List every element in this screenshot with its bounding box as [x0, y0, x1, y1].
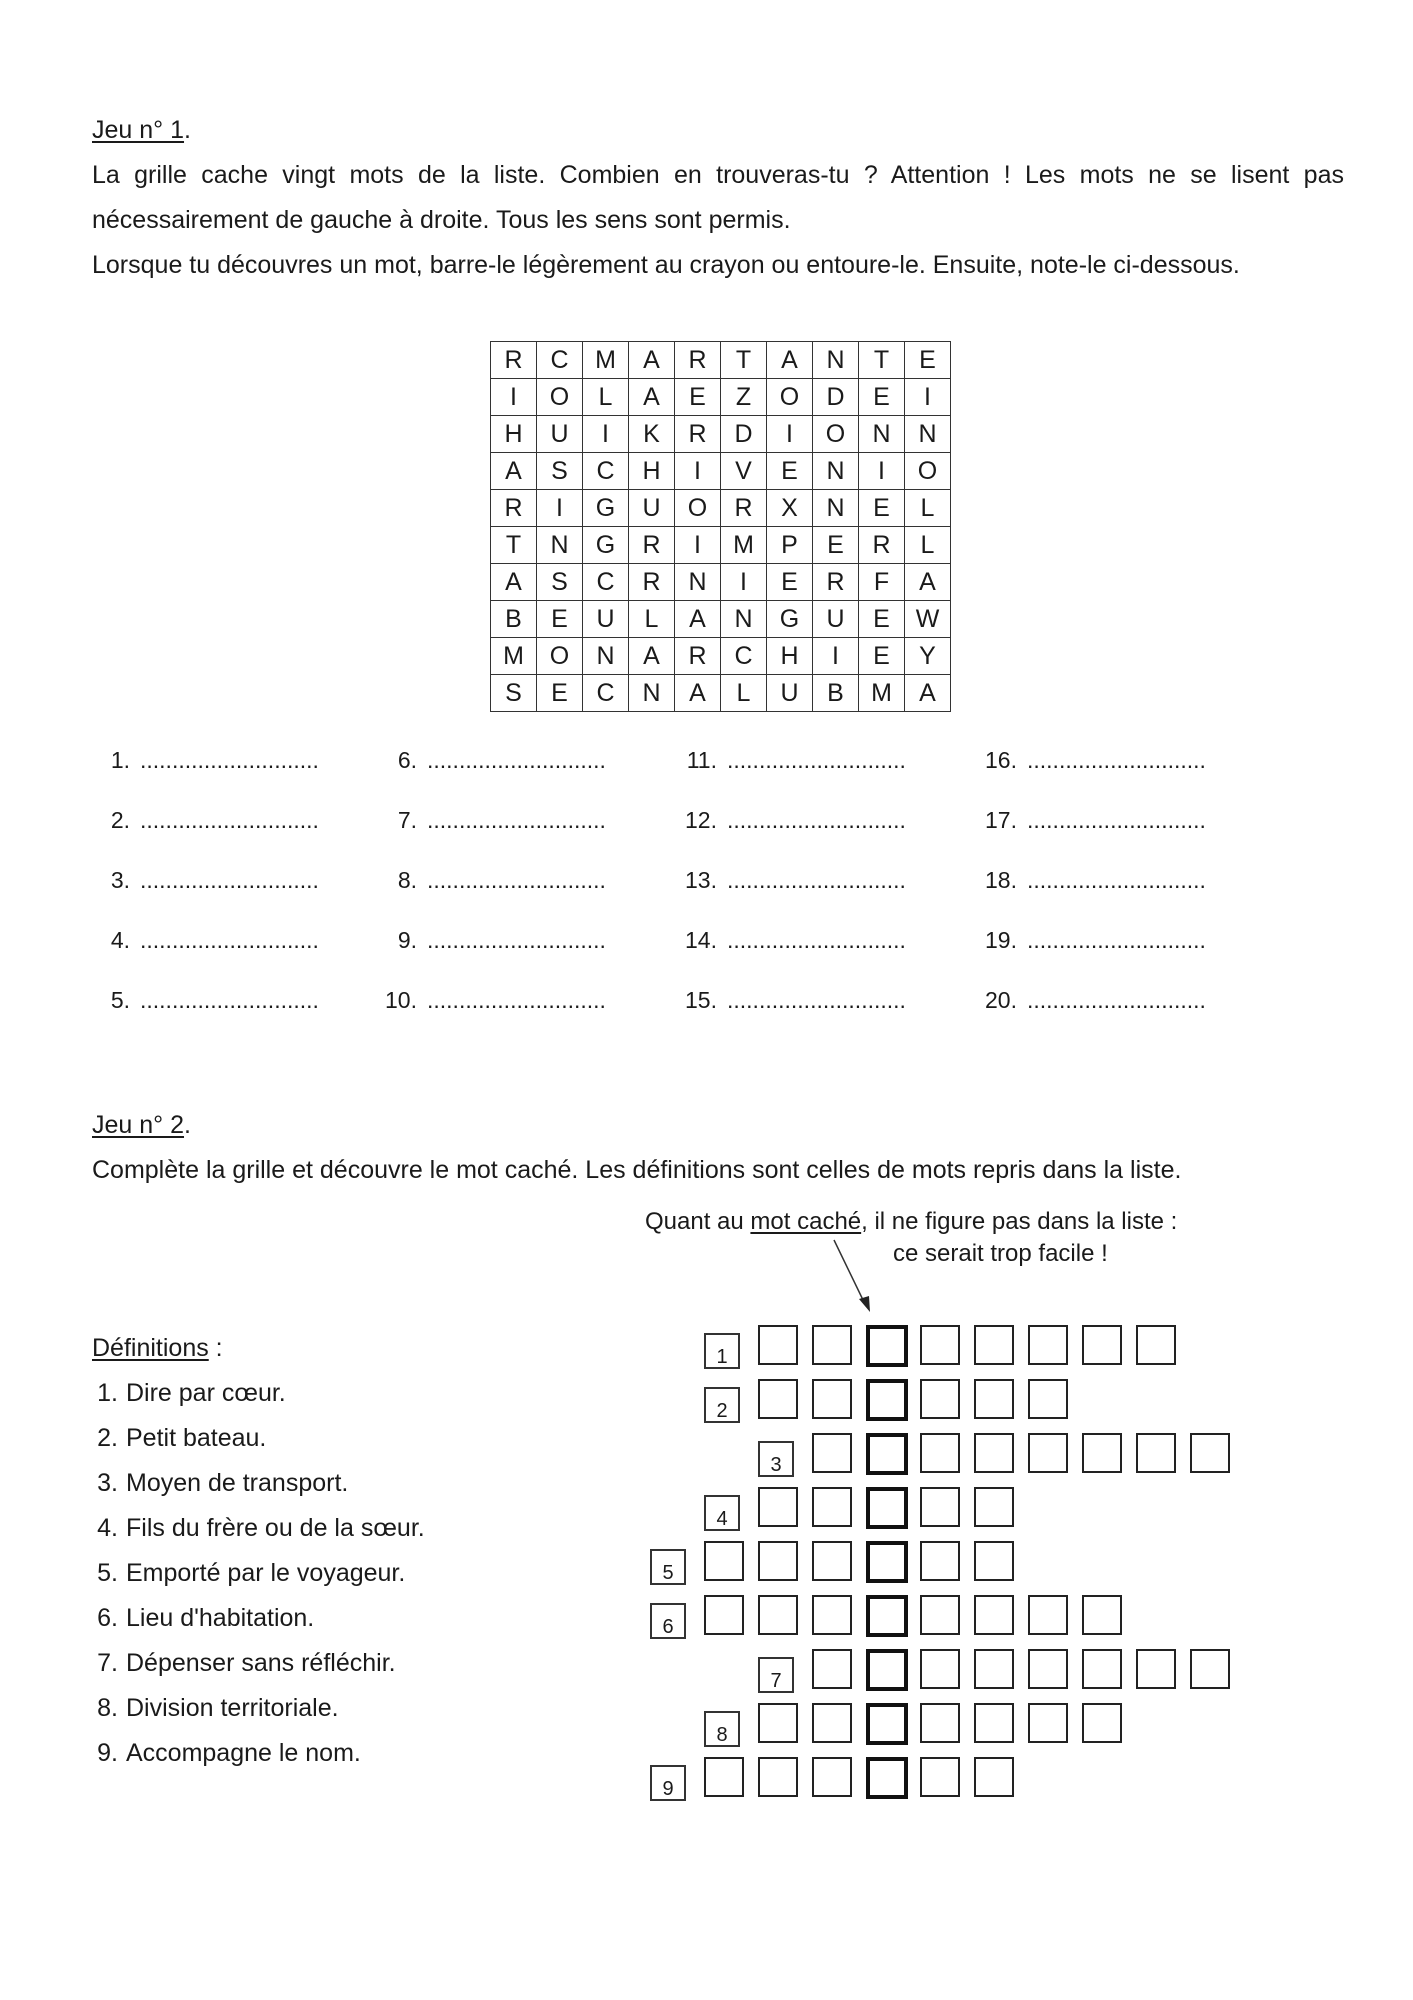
answer-blank[interactable]: ............................ [727, 927, 906, 953]
crossword-key-cell[interactable] [866, 1595, 908, 1637]
grid-cell[interactable]: V [721, 453, 767, 490]
definition-item [88, 1596, 314, 1641]
answer-blank[interactable]: ............................ [727, 867, 906, 893]
grid-cell[interactable]: R [675, 638, 721, 675]
grid-cell[interactable]: I [859, 453, 905, 490]
answer-number: 11. [686, 747, 717, 773]
grid-cell[interactable]: I [675, 453, 721, 490]
grid-row [491, 453, 951, 490]
definitions-title [92, 1326, 223, 1371]
crossword-row-label: 3 [758, 1441, 794, 1477]
grid-cell[interactable]: A [905, 564, 951, 601]
answer-number: 18. [985, 867, 1017, 893]
definition-number: 5. [97, 1559, 118, 1587]
answer-number: 15. [685, 987, 717, 1013]
answer-slot[interactable] [70, 745, 319, 775]
answer-number: 14. [685, 927, 717, 953]
grid-cell[interactable]: P [767, 527, 813, 564]
grid-cell[interactable]: G [767, 601, 813, 638]
grid-cell[interactable]: A [491, 564, 537, 601]
answer-number: 17. [985, 807, 1017, 833]
answer-number: 5. [110, 987, 130, 1013]
answer-slot[interactable] [70, 805, 319, 835]
grid-row [491, 416, 951, 453]
answer-blank[interactable]: ............................ [1027, 807, 1206, 833]
grid-cell[interactable]: G [583, 490, 629, 527]
grid-cell[interactable]: R [813, 564, 859, 601]
grid-row [491, 342, 951, 379]
answer-number: 13. [685, 867, 717, 893]
answer-number: 8. [397, 867, 417, 893]
game1-title-text: Jeu n° 1 [92, 116, 185, 144]
grid-cell[interactable]: E [813, 527, 859, 564]
grid-cell[interactable]: I [491, 379, 537, 416]
grid-cell[interactable]: O [537, 638, 583, 675]
answer-blank[interactable]: ............................ [427, 747, 606, 773]
definition-item [88, 1731, 361, 1776]
crossword-key-cell[interactable] [866, 1649, 908, 1691]
grid-cell[interactable]: I [537, 490, 583, 527]
answer-number: 12. [685, 807, 717, 833]
grid-cell[interactable]: R [491, 490, 537, 527]
grid-row [491, 490, 951, 527]
crossword-cell[interactable] [974, 1541, 1014, 1581]
grid-cell[interactable]: N [813, 453, 859, 490]
definitions-title-text: Définitions [92, 1334, 209, 1362]
definition-item [88, 1686, 339, 1731]
definition-text: Emporté par le voyageur. [126, 1559, 406, 1587]
answer-blank[interactable]: ............................ [140, 927, 319, 953]
definition-number: 8. [97, 1694, 118, 1722]
crossword-cell[interactable] [920, 1325, 960, 1365]
grid-cell[interactable]: N [583, 638, 629, 675]
definition-number: 2. [97, 1424, 118, 1452]
note-hidden-word: mot caché [750, 1208, 862, 1235]
answer-slot[interactable] [357, 925, 606, 955]
grid-cell[interactable]: T [491, 527, 537, 564]
grid-cell[interactable]: A [905, 675, 951, 712]
grid-cell[interactable]: N [629, 675, 675, 712]
game1-paragraph1-line2: nécessairement de gauche à droite. Tous les sens sont permis. [92, 206, 791, 234]
grid-cell[interactable]: W [905, 601, 951, 638]
grid-cell[interactable]: H [629, 453, 675, 490]
grid-cell[interactable]: M [859, 675, 905, 712]
grid-cell[interactable]: K [629, 416, 675, 453]
grid-cell[interactable]: E [905, 342, 951, 379]
crossword-row-label: 4 [704, 1495, 740, 1531]
crossword-row-label: 7 [758, 1657, 794, 1693]
grid-cell[interactable]: D [813, 379, 859, 416]
game1-paragraph2: Lorsque tu découvres un mot, barre-le légèrement au crayon ou entoure-le. Ensuite, note-le ci-dessous. [92, 251, 1240, 279]
answer-number: 20. [985, 987, 1017, 1013]
hidden-word-note-line2: ce serait trop facile ! [893, 1240, 1108, 1267]
definition-number: 9. [97, 1739, 118, 1767]
crossword-cell[interactable] [704, 1595, 744, 1635]
grid-cell[interactable]: I [905, 379, 951, 416]
definition-text: Lieu d'habitation. [126, 1604, 315, 1632]
answer-blank[interactable]: ............................ [427, 987, 606, 1013]
crossword-key-cell[interactable] [866, 1379, 908, 1421]
crossword-cell[interactable] [1028, 1433, 1068, 1473]
answer-number: 16. [985, 747, 1017, 773]
grid-cell[interactable]: I [721, 564, 767, 601]
grid-cell[interactable]: B [813, 675, 859, 712]
crossword-cell[interactable] [920, 1433, 960, 1473]
grid-cell[interactable]: N [721, 601, 767, 638]
crossword-cell[interactable] [974, 1487, 1014, 1527]
answer-number: 3. [110, 867, 130, 893]
hidden-word-note [645, 1206, 1177, 1238]
crossword-key-cell[interactable] [866, 1433, 908, 1475]
grid-cell[interactable]: D [721, 416, 767, 453]
answer-number: 7. [397, 807, 417, 833]
grid-cell[interactable]: O [675, 490, 721, 527]
grid-cell[interactable]: A [675, 675, 721, 712]
grid-cell[interactable]: H [767, 638, 813, 675]
crossword-cell[interactable] [920, 1703, 960, 1743]
crossword-cell[interactable] [920, 1541, 960, 1581]
answer-slot[interactable] [957, 745, 1206, 775]
grid-cell[interactable]: U [583, 601, 629, 638]
grid-cell[interactable]: E [859, 490, 905, 527]
answer-number: 19. [985, 927, 1017, 953]
grid-cell[interactable]: N [813, 490, 859, 527]
crossword-cell[interactable] [758, 1325, 798, 1365]
grid-cell[interactable]: O [813, 416, 859, 453]
game1-title-suffix: . [184, 116, 191, 144]
definition-item [88, 1641, 396, 1686]
crossword-cell[interactable] [812, 1649, 852, 1689]
crossword-cell[interactable] [812, 1325, 852, 1365]
answer-number: 1. [110, 747, 130, 773]
definition-item [88, 1461, 348, 1506]
crossword-cell[interactable] [974, 1703, 1014, 1743]
answer-number: 9. [397, 927, 417, 953]
grid-cell[interactable]: R [859, 527, 905, 564]
answer-slot[interactable] [957, 805, 1206, 835]
grid-cell[interactable]: T [859, 342, 905, 379]
crossword-row-label: 8 [704, 1711, 740, 1747]
grid-cell[interactable]: U [767, 675, 813, 712]
crossword-cell[interactable] [1082, 1595, 1122, 1635]
answer-blank[interactable]: ............................ [1027, 987, 1206, 1013]
grid-cell[interactable]: A [675, 601, 721, 638]
grid-cell[interactable]: N [675, 564, 721, 601]
crossword-cell[interactable] [1028, 1595, 1068, 1635]
answer-slot[interactable] [70, 985, 319, 1015]
grid-row [491, 675, 951, 712]
grid-cell[interactable]: N [905, 416, 951, 453]
note-prefix: Quant au [645, 1208, 751, 1235]
grid-cell[interactable]: G [583, 527, 629, 564]
grid-cell[interactable]: N [537, 527, 583, 564]
crossword-cell[interactable] [758, 1595, 798, 1635]
grid-row [491, 379, 951, 416]
grid-cell[interactable]: M [491, 638, 537, 675]
definition-text: Petit bateau. [126, 1424, 267, 1452]
grid-cell[interactable]: O [905, 453, 951, 490]
crossword-key-cell[interactable] [866, 1541, 908, 1583]
grid-row [491, 638, 951, 675]
crossword-cell[interactable] [974, 1595, 1014, 1635]
crossword-row-label: 5 [650, 1549, 686, 1585]
definition-item [88, 1506, 425, 1551]
answer-number: 2. [110, 807, 130, 833]
crossword-cell[interactable] [974, 1433, 1014, 1473]
crossword-cell[interactable] [812, 1433, 852, 1473]
grid-cell[interactable]: U [813, 601, 859, 638]
note-suffix: , il ne figure pas dans la liste : [861, 1208, 1178, 1235]
game1-title [92, 108, 191, 153]
grid-cell[interactable]: E [859, 638, 905, 675]
crossword-key-cell[interactable] [866, 1757, 908, 1799]
answer-slot[interactable] [657, 865, 906, 895]
definition-text: Fils du frère ou de la sœur. [126, 1514, 425, 1542]
answer-number: 6. [397, 747, 417, 773]
crossword-cell[interactable] [1190, 1433, 1230, 1473]
crossword-cell[interactable] [758, 1757, 798, 1797]
crossword-cell[interactable] [1082, 1703, 1122, 1743]
crossword-cell[interactable] [812, 1703, 852, 1743]
grid-cell[interactable]: M [721, 527, 767, 564]
grid-cell[interactable]: L [721, 675, 767, 712]
answer-slot[interactable] [70, 865, 319, 895]
definition-text: Dépenser sans réfléchir. [126, 1649, 396, 1677]
grid-cell[interactable]: C [537, 342, 583, 379]
definition-number: 6. [97, 1604, 118, 1632]
crossword-cell[interactable] [920, 1379, 960, 1419]
definition-item [88, 1371, 286, 1416]
grid-cell[interactable]: F [859, 564, 905, 601]
answer-blank[interactable]: ............................ [727, 747, 906, 773]
crossword-cell[interactable] [812, 1757, 852, 1797]
answer-blank[interactable]: ............................ [1027, 747, 1206, 773]
definitions-colon: : [208, 1334, 223, 1362]
crossword-cell[interactable] [704, 1541, 744, 1581]
answer-blank[interactable]: ............................ [140, 987, 319, 1013]
crossword-row-label: 1 [704, 1333, 740, 1369]
grid-cell[interactable]: S [537, 564, 583, 601]
grid-cell[interactable]: A [491, 453, 537, 490]
answer-number: 10. [385, 987, 417, 1013]
grid-cell[interactable]: L [583, 379, 629, 416]
grid-cell[interactable]: E [537, 675, 583, 712]
crossword-cell[interactable] [920, 1649, 960, 1689]
grid-cell[interactable]: B [491, 601, 537, 638]
grid-cell[interactable]: L [905, 490, 951, 527]
game2-title-suffix: . [184, 1111, 191, 1139]
grid-row [491, 564, 951, 601]
answer-number: 4. [110, 927, 130, 953]
crossword-cell[interactable] [1136, 1325, 1176, 1365]
crossword-cell[interactable] [812, 1541, 852, 1581]
grid-cell[interactable]: R [721, 490, 767, 527]
answer-blank[interactable]: ............................ [727, 987, 906, 1013]
answer-slot[interactable] [357, 985, 606, 1015]
grid-cell[interactable]: L [629, 601, 675, 638]
answer-slot[interactable] [957, 925, 1206, 955]
crossword-cell[interactable] [1082, 1433, 1122, 1473]
crossword-cell[interactable] [974, 1325, 1014, 1365]
grid-cell[interactable]: M [583, 342, 629, 379]
game2-instruction: Complète la grille et découvre le mot caché. Les définitions sont celles de mots repris dans la liste. [92, 1156, 1182, 1184]
word-search-grid [490, 341, 951, 712]
grid-cell[interactable]: R [491, 342, 537, 379]
crossword-cell[interactable] [1082, 1325, 1122, 1365]
grid-cell[interactable]: I [583, 416, 629, 453]
grid-cell[interactable]: O [767, 379, 813, 416]
grid-cell[interactable]: E [537, 601, 583, 638]
definition-item [88, 1551, 405, 1596]
grid-cell[interactable]: C [583, 453, 629, 490]
crossword-row-label: 6 [650, 1603, 686, 1639]
crossword-cell[interactable] [1190, 1649, 1230, 1689]
crossword-row-label: 2 [704, 1387, 740, 1423]
definition-number: 1. [97, 1379, 118, 1407]
grid-cell[interactable]: R [675, 342, 721, 379]
crossword-cell[interactable] [812, 1379, 852, 1419]
grid-cell[interactable]: L [905, 527, 951, 564]
grid-cell[interactable]: C [721, 638, 767, 675]
answer-blank[interactable]: ............................ [140, 747, 319, 773]
game1-paragraph1-line1: La grille cache vingt mots de la liste. Combien en trouveras-tu ? Attention ! Les mots ne se lisent pas [92, 161, 1344, 189]
grid-cell[interactable]: N [859, 416, 905, 453]
grid-cell[interactable]: R [675, 416, 721, 453]
definition-number: 7. [97, 1649, 118, 1677]
grid-cell[interactable]: R [629, 564, 675, 601]
grid-cell[interactable]: A [629, 638, 675, 675]
crossword-cell[interactable] [758, 1379, 798, 1419]
answer-blank[interactable]: ............................ [427, 807, 606, 833]
answer-slot[interactable] [357, 745, 606, 775]
crossword-cell[interactable] [812, 1487, 852, 1527]
crossword-row-label: 9 [650, 1765, 686, 1801]
crossword-cell[interactable] [1028, 1325, 1068, 1365]
crossword-cell[interactable] [974, 1649, 1014, 1689]
answer-blank[interactable]: ............................ [427, 927, 606, 953]
definition-item [88, 1416, 266, 1461]
grid-cell[interactable]: A [767, 342, 813, 379]
grid-cell[interactable]: Y [905, 638, 951, 675]
crossword-cell[interactable] [1136, 1649, 1176, 1689]
grid-cell[interactable]: X [767, 490, 813, 527]
answer-slot[interactable] [957, 865, 1206, 895]
crossword-cell[interactable] [920, 1595, 960, 1635]
definition-text: Accompagne le nom. [126, 1739, 361, 1767]
crossword-cell[interactable] [758, 1487, 798, 1527]
answer-slot[interactable] [357, 805, 606, 835]
definition-text: Moyen de transport. [126, 1469, 349, 1497]
answer-slot[interactable] [657, 985, 906, 1015]
answer-blank[interactable]: ............................ [140, 807, 319, 833]
grid-cell[interactable]: E [859, 601, 905, 638]
grid-cell[interactable]: O [537, 379, 583, 416]
grid-cell[interactable]: N [813, 342, 859, 379]
grid-cell[interactable]: E [767, 453, 813, 490]
grid-cell[interactable]: Z [721, 379, 767, 416]
grid-cell[interactable]: U [537, 416, 583, 453]
grid-cell[interactable]: A [629, 379, 675, 416]
answer-blank[interactable]: ............................ [727, 807, 906, 833]
grid-cell[interactable]: A [629, 342, 675, 379]
grid-cell[interactable]: I [675, 527, 721, 564]
grid-cell[interactable]: R [629, 527, 675, 564]
grid-cell[interactable]: I [767, 416, 813, 453]
grid-cell[interactable]: E [859, 379, 905, 416]
crossword-cell[interactable] [1028, 1703, 1068, 1743]
crossword-cell[interactable] [758, 1541, 798, 1581]
grid-cell[interactable]: S [537, 453, 583, 490]
answer-slot[interactable] [357, 865, 606, 895]
grid-cell[interactable]: T [721, 342, 767, 379]
grid-cell[interactable]: E [675, 379, 721, 416]
crossword-cell[interactable] [1136, 1433, 1176, 1473]
answer-slot[interactable] [957, 985, 1206, 1015]
crossword-cell[interactable] [1082, 1649, 1122, 1689]
game2-title [92, 1103, 191, 1148]
grid-cell[interactable]: C [583, 564, 629, 601]
game2-title-text: Jeu n° 2 [92, 1111, 185, 1139]
answer-blank[interactable]: ............................ [140, 867, 319, 893]
answer-slot[interactable] [657, 925, 906, 955]
definition-text: Division territoriale. [126, 1694, 339, 1722]
crossword-key-cell[interactable] [866, 1703, 908, 1745]
grid-cell[interactable]: H [491, 416, 537, 453]
definition-number: 3. [97, 1469, 118, 1497]
crossword-cell[interactable] [920, 1487, 960, 1527]
grid-cell[interactable]: I [813, 638, 859, 675]
answer-slot[interactable] [657, 805, 906, 835]
grid-row [491, 601, 951, 638]
crossword-cell[interactable] [1028, 1649, 1068, 1689]
grid-cell[interactable]: S [491, 675, 537, 712]
crossword-cell[interactable] [920, 1757, 960, 1797]
answer-slot[interactable] [70, 925, 319, 955]
answer-blank[interactable]: ............................ [1027, 867, 1206, 893]
crossword-cell[interactable] [974, 1757, 1014, 1797]
crossword-key-cell[interactable] [866, 1325, 908, 1367]
crossword-key-cell[interactable] [866, 1487, 908, 1529]
grid-cell[interactable]: U [629, 490, 675, 527]
definition-number: 4. [97, 1514, 118, 1542]
definition-text: Dire par cœur. [126, 1379, 286, 1407]
grid-cell[interactable]: E [767, 564, 813, 601]
answer-blank[interactable]: ............................ [427, 867, 606, 893]
grid-cell[interactable]: C [583, 675, 629, 712]
answer-blank[interactable]: ............................ [1027, 927, 1206, 953]
crossword-cell[interactable] [704, 1757, 744, 1797]
crossword-cell[interactable] [812, 1595, 852, 1635]
arrow-down-icon [820, 1236, 880, 1316]
crossword-cell[interactable] [1028, 1379, 1068, 1419]
crossword-cell[interactable] [974, 1379, 1014, 1419]
answer-slot[interactable] [657, 745, 906, 775]
grid-row [491, 527, 951, 564]
crossword-cell[interactable] [758, 1703, 798, 1743]
